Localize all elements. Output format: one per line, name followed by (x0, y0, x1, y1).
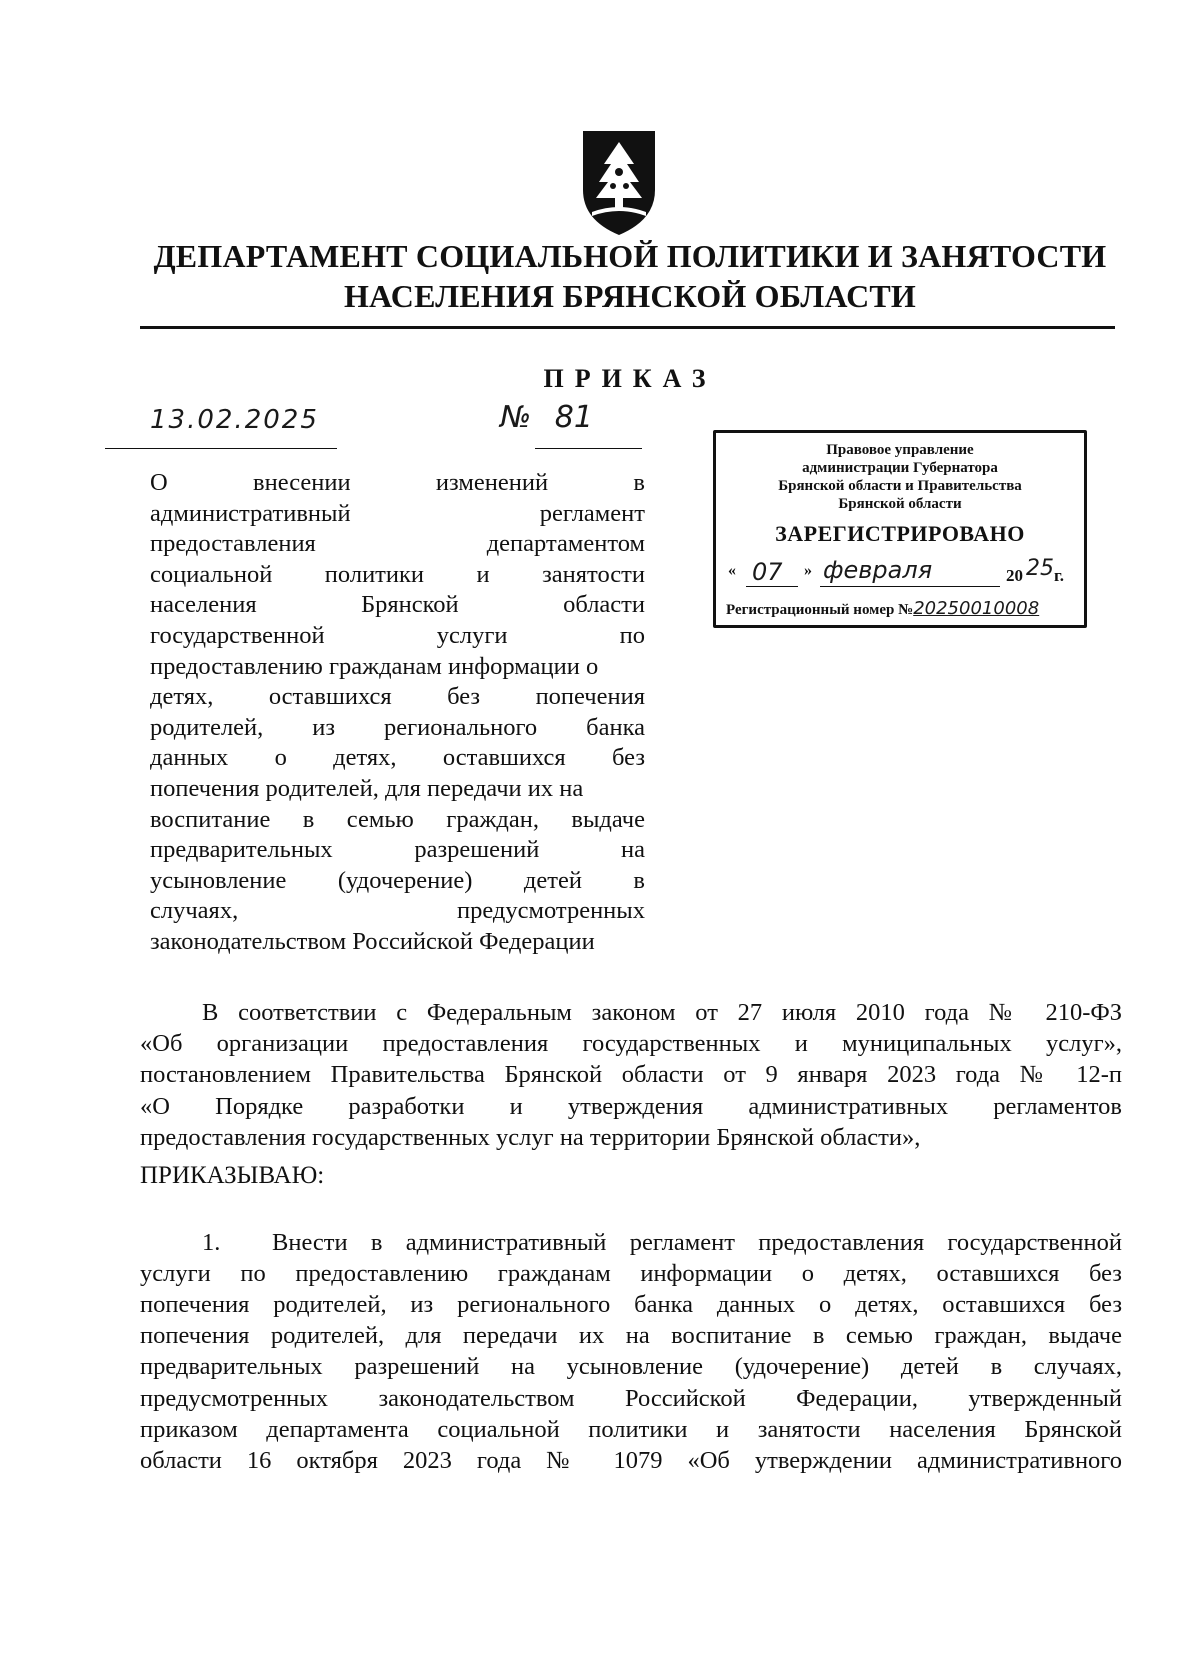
stamp-line: Брянской области и Правительства (778, 478, 1022, 494)
title-line: детях, оставшихся без попечения (150, 683, 645, 711)
item-line: предусмотренных законодательством Российской Федерации, утвержденный (140, 1384, 1122, 1412)
stamp-line: Брянской области (838, 496, 962, 512)
item-line: попечения родителей, для передачи их на воспитание в семью граждан, выдаче (140, 1322, 1122, 1350)
title-line: административный регламент (150, 499, 645, 527)
document-type: ПРИКАЗ (543, 364, 717, 393)
organization-name-line1: ДЕПАРТАМЕНТ СОЦИАЛЬНОЙ ПОЛИТИКИ И ЗАНЯТОСТИ (153, 238, 1107, 274)
stamp-date (728, 558, 1078, 590)
preamble-line: постановлением Правительства Брянской области от 9 января 2023 года № 12-п (140, 1061, 1122, 1089)
title-line: законодательством Российской Федерации (150, 928, 595, 955)
item-line: приказом департамента социальной политики и занятости населения Брянской (140, 1415, 1122, 1443)
stamp-reg-label: Регистрационный номер № (726, 602, 914, 618)
preamble-line: «О Порядке разработки и утверждения административных регламентов (140, 1092, 1122, 1120)
preamble-line: «Об организации предоставления государственных и муниципальных услуг», (140, 1030, 1122, 1058)
item-line: услуги по предоставлению гражданам информации о детях, оставшихся без (140, 1260, 1122, 1288)
title-line: усыновление (удочерение) детей в (150, 866, 645, 894)
stamp-day-underline (746, 586, 798, 587)
stamp-year-prefix: 20 (1006, 566, 1023, 585)
stamp-registration (726, 598, 1039, 619)
stamp-line: Правовое управление (826, 442, 974, 458)
title-line: населения Брянской области (150, 591, 645, 619)
item-line: Внести в административный регламент предоставления государственной (272, 1229, 1122, 1256)
stamp-line: администрации Губернатора (802, 460, 998, 476)
stamp-date-day: 07 (752, 558, 783, 586)
title-line: государственной услуги по (150, 622, 645, 649)
title-line: воспитание в семью граждан, выдаче (150, 805, 645, 833)
stamp-date-month: февраля (823, 556, 933, 584)
preamble-line: В соответствии с Федеральным законом от 27 июля 2010 года № 210-ФЗ (202, 999, 1122, 1026)
item-line: попечения родителей, из регионального банка данных о детях, оставшихся без (140, 1291, 1122, 1319)
organization-name-line2: НАСЕЛЕНИЯ БРЯНСКОЙ ОБЛАСТИ (343, 278, 917, 314)
title-line: предварительных разрешений на (150, 836, 645, 864)
item-number: 1. (202, 1229, 221, 1256)
stamp-year-unit: г. (1054, 566, 1065, 585)
stamp-month-underline (820, 586, 1000, 587)
number-underline (535, 448, 642, 449)
order-number-handwritten: 81 (554, 400, 593, 435)
title-line: предоставлению гражданам информации о (150, 652, 599, 680)
order-date-handwritten: 13.02.2025 (150, 405, 319, 435)
header-divider (140, 326, 1115, 329)
stamp-reg-number: 20250010008 (913, 598, 1040, 619)
stamp-status: ЗАРЕГИСТРИРОВАНО (775, 521, 1025, 546)
date-underline (105, 448, 337, 449)
stamp-date-close-quote: » (804, 562, 812, 579)
item-line: области 16 октября 2023 года № 1079 «Об утверждении административного (140, 1446, 1122, 1474)
title-line: О внесении изменений в (150, 469, 645, 496)
title-line: данных о детях, оставшихся без (150, 744, 645, 772)
title-line: социальной политики и занятости (150, 560, 645, 588)
title-line: случаях, предусмотренных (150, 897, 645, 925)
stamp-date-open-quote: « (728, 562, 736, 579)
item-line: предварительных разрешений на усыновление (удочерение) детей в случаях, (140, 1353, 1122, 1381)
number-sign: № (500, 400, 532, 435)
preamble-line: предоставления государственных услуг на территории Брянской области», (140, 1123, 921, 1151)
stamp-year-suffix: 25 (1026, 556, 1054, 581)
registration-stamp (713, 430, 1087, 628)
title-line: предоставления департаментом (150, 530, 645, 558)
title-line: попечения родителей, для передачи их на (150, 775, 584, 802)
order-word: ПРИКАЗЫВАЮ: (140, 1162, 325, 1189)
coat-of-arms-icon (580, 128, 658, 238)
order-number (500, 400, 593, 435)
title-line: родителей, из регионального банка (150, 713, 645, 741)
